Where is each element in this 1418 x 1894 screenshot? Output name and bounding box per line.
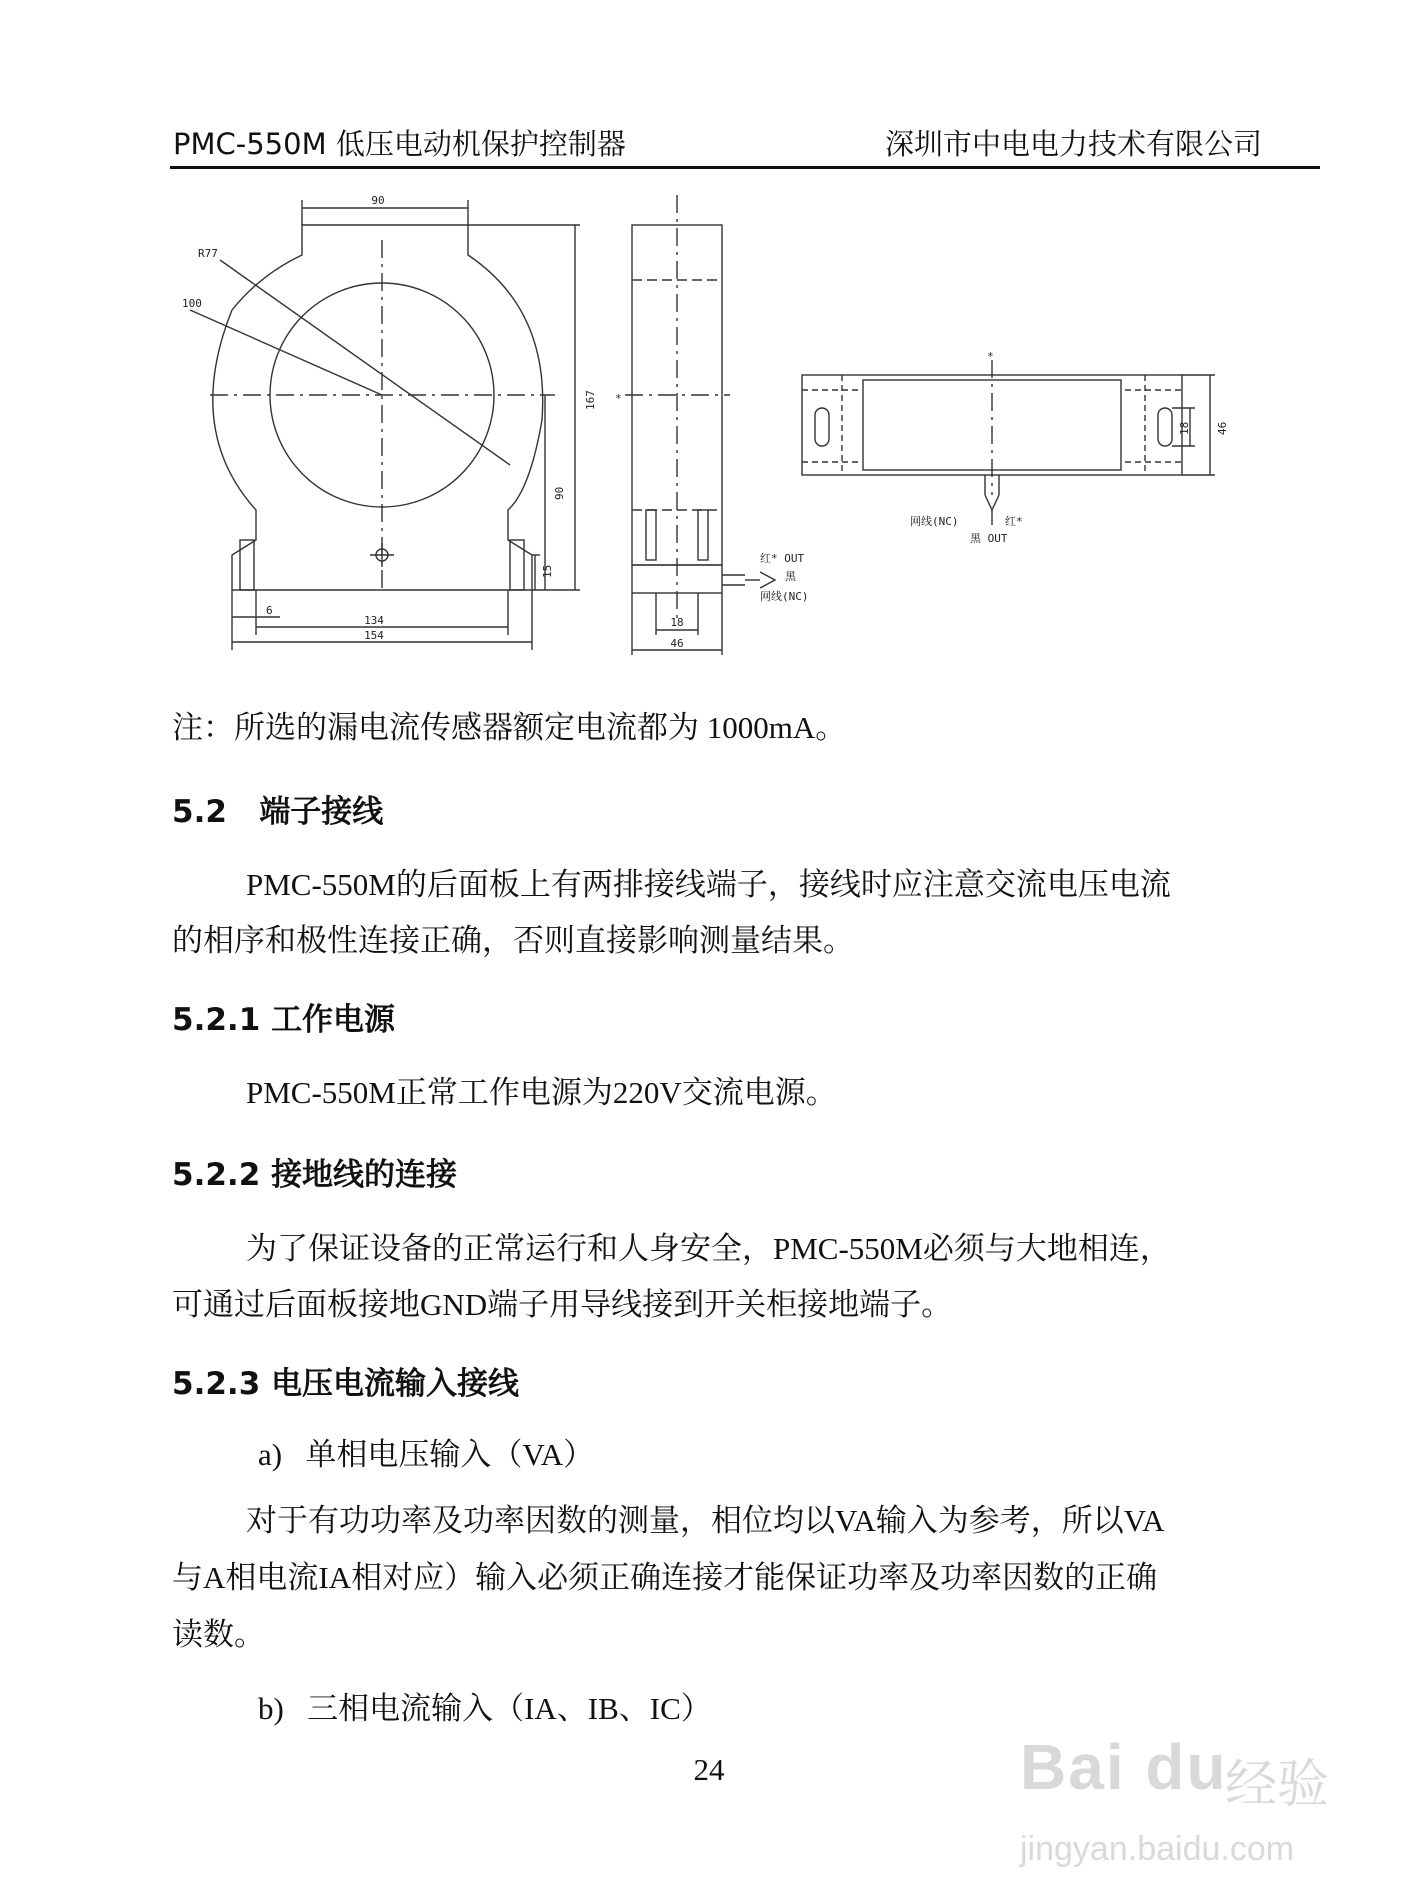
paragraph-3-line-2: 可通过后面板接地GND端子用导线接到开关柜接地端子。: [172, 1287, 953, 1322]
section-5-2-1-heading: [172, 995, 395, 1045]
dim-134: 134: [364, 614, 384, 627]
watermark-url: jingyan.baidu.com: [1020, 1830, 1295, 1868]
section-number: 5.2.1: [172, 1002, 261, 1038]
dim-46-top: 46: [1216, 421, 1229, 435]
list-marker: a): [258, 1437, 283, 1472]
list-marker: b): [258, 1691, 284, 1726]
paragraph-2: PMC-550M正常工作电源为220V交流电源。: [246, 1075, 837, 1110]
list-item-text: 三相电流输入（IA、IB、IC）: [307, 1691, 712, 1726]
paragraph-4-line-1: 对于有功功率及功率因数的测量，相位均以VA输入为参考，所以VA: [246, 1503, 1165, 1538]
section-number: 5.2.2: [172, 1157, 261, 1193]
side-red-out: 红* OUT: [760, 552, 805, 565]
header-company: 深圳市中电电力技术有限公司: [884, 127, 1262, 161]
dim-18-top: 18: [1178, 421, 1191, 435]
section-5-2-heading: [172, 787, 383, 837]
section-number: 5.2: [172, 794, 227, 830]
dim-18-side: 18: [670, 616, 684, 629]
section-title: 接地线的连接: [271, 1157, 458, 1193]
paragraph-3-line-1: 为了保证设备的正常运行和人身安全，PMC-550M必须与大地相连，: [246, 1231, 1171, 1266]
header-title: PMC-550M 低压电动机保护控制器: [173, 127, 626, 161]
watermark-brand: Bai du: [1020, 1731, 1228, 1803]
dim-15: 15: [541, 564, 554, 578]
note-text: 注：所选的漏电流传感器额定电流都为 1000mA。: [172, 710, 847, 745]
section-5-2-3-heading: [172, 1359, 519, 1409]
dim-90-side: 90: [553, 486, 566, 500]
header-rule: [170, 166, 1320, 169]
page-number: 24: [693, 1752, 725, 1787]
paragraph-4-line-2: 与A相电流IA相对应）输入必须正确连接才能保证功率及功率因数的正确: [172, 1560, 1158, 1595]
section-number: 5.2.3: [172, 1366, 261, 1402]
top-shield-nc: 网线(NC): [910, 515, 959, 528]
top-black-out: 黑 OUT: [970, 532, 1008, 545]
list-item-text: 单相电压输入（VA）: [305, 1437, 595, 1472]
dim-167: 167: [584, 390, 597, 410]
top-star: *: [987, 350, 994, 363]
section-title: 工作电源: [271, 1002, 396, 1038]
dim-154: 154: [364, 629, 384, 642]
watermark-cn: 经验: [1225, 1755, 1330, 1815]
dim-r77: R77: [198, 247, 218, 260]
sensor-dimension-drawing: [170, 180, 1320, 665]
paragraph-1-line-2: 的相序和极性连接正确，否则直接影响测量结果。: [172, 923, 854, 958]
paragraph-4-line-3: 读数。: [172, 1617, 265, 1652]
list-item-a: [258, 1430, 594, 1480]
list-item-b: [258, 1684, 712, 1734]
section-title: 端子接线: [259, 794, 384, 830]
section-title: 电压电流输入接线: [271, 1366, 520, 1402]
dim-90-top: 90: [371, 194, 385, 207]
dim-100: 100: [182, 297, 202, 310]
top-red: 红*: [1005, 515, 1023, 528]
side-star: *: [615, 392, 622, 405]
side-black: 黑: [785, 570, 796, 583]
dim-46-side: 46: [670, 637, 684, 650]
dim-6: 6: [266, 604, 273, 617]
section-5-2-2-heading: [172, 1150, 457, 1200]
side-shield-nc: 网线(NC): [760, 590, 809, 603]
paragraph-1-line-1: PMC-550M的后面板上有两排接线端子，接线时应注意交流电压电流: [246, 867, 1171, 902]
